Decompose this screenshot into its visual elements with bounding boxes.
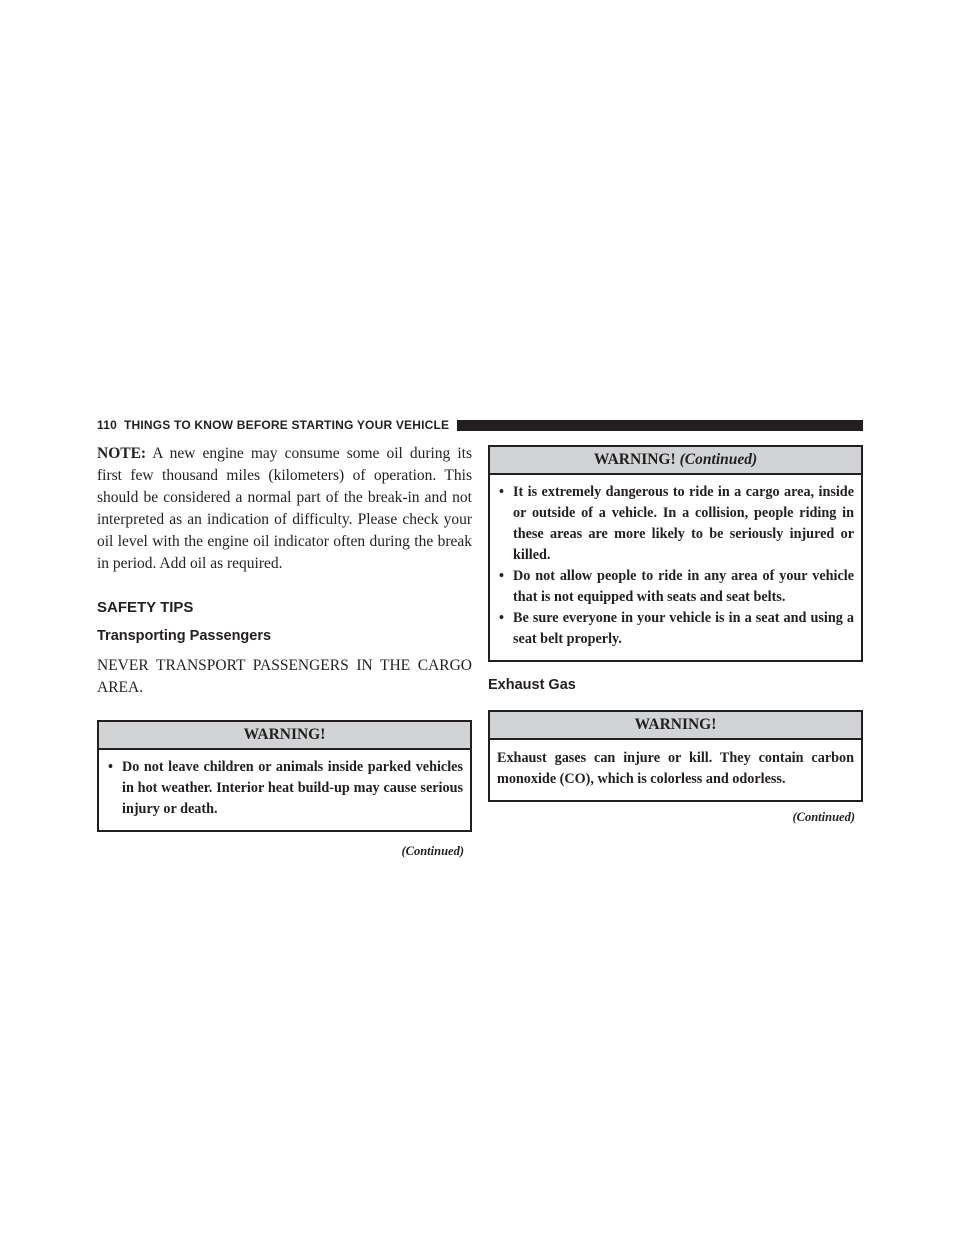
- warning-body: [99, 750, 470, 830]
- bullet: •: [499, 568, 504, 584]
- continued-label: (Continued): [792, 810, 855, 824]
- warning-box: [97, 720, 472, 832]
- subsection-title: Exhaust Gas: [488, 677, 576, 693]
- header-rule: [457, 420, 863, 431]
- warning-text: Exhaust gases can injure or kill. They contain carbon monoxide (CO), which is colorless and odorless.: [497, 750, 854, 787]
- bullet: •: [108, 759, 113, 775]
- chapter-title: THINGS TO KNOW BEFORE STARTING YOUR VEHICLE: [123, 418, 450, 432]
- continued-label: (Continued): [401, 844, 464, 858]
- warning-item: • Be sure everyone in your vehicle is in a seat and using a seat belt properly.: [499, 610, 854, 647]
- warning-title: WARNING!: [490, 712, 861, 740]
- right-column: [488, 443, 863, 825]
- warning-body: [490, 475, 861, 660]
- caps-paragraph: NEVER TRANSPORT PASSENGERS IN THE CARGO AREA.: [97, 657, 472, 696]
- warning-item: • Do not leave children or animals inside parked vehicles in hot weather. Interior heat build-up may cause serious injury or death.: [108, 759, 463, 817]
- warning-title: WARNING! (Continued): [490, 447, 861, 475]
- warning-continued-label: (Continued): [679, 451, 758, 468]
- page-number: 110: [97, 418, 117, 432]
- warning-box-exhaust: [488, 710, 863, 802]
- warning-item: • It is extremely dangerous to ride in a cargo area, inside or outside of a vehicle. In a collision, people riding in these areas are more likely to be seriously injured or killed.: [499, 484, 854, 563]
- note-text: A new engine may consume some oil during its first few thousand miles (kilometers) of operation. This should be considered a normal part of the break-in and not interpreted as an indication of difficulty. Please check your oil level with the engine oil indicator often during the break in period. Add oil as required.: [97, 445, 472, 572]
- warning-box-continued: [488, 445, 863, 662]
- section-title: SAFETY TIPS: [97, 599, 194, 616]
- warning-body: [490, 740, 861, 800]
- bullet: •: [499, 484, 504, 500]
- page-header: [97, 417, 863, 433]
- subsection-title: Transporting Passengers: [97, 628, 272, 644]
- note-paragraph: [97, 443, 472, 575]
- warning-title: WARNING!: [99, 722, 470, 750]
- left-column: [97, 443, 472, 859]
- warning-item: • Do not allow people to ride in any area of your vehicle that is not equipped with seats and seat belts.: [499, 568, 854, 605]
- bullet: •: [499, 610, 504, 626]
- note-label: NOTE:: [97, 445, 147, 462]
